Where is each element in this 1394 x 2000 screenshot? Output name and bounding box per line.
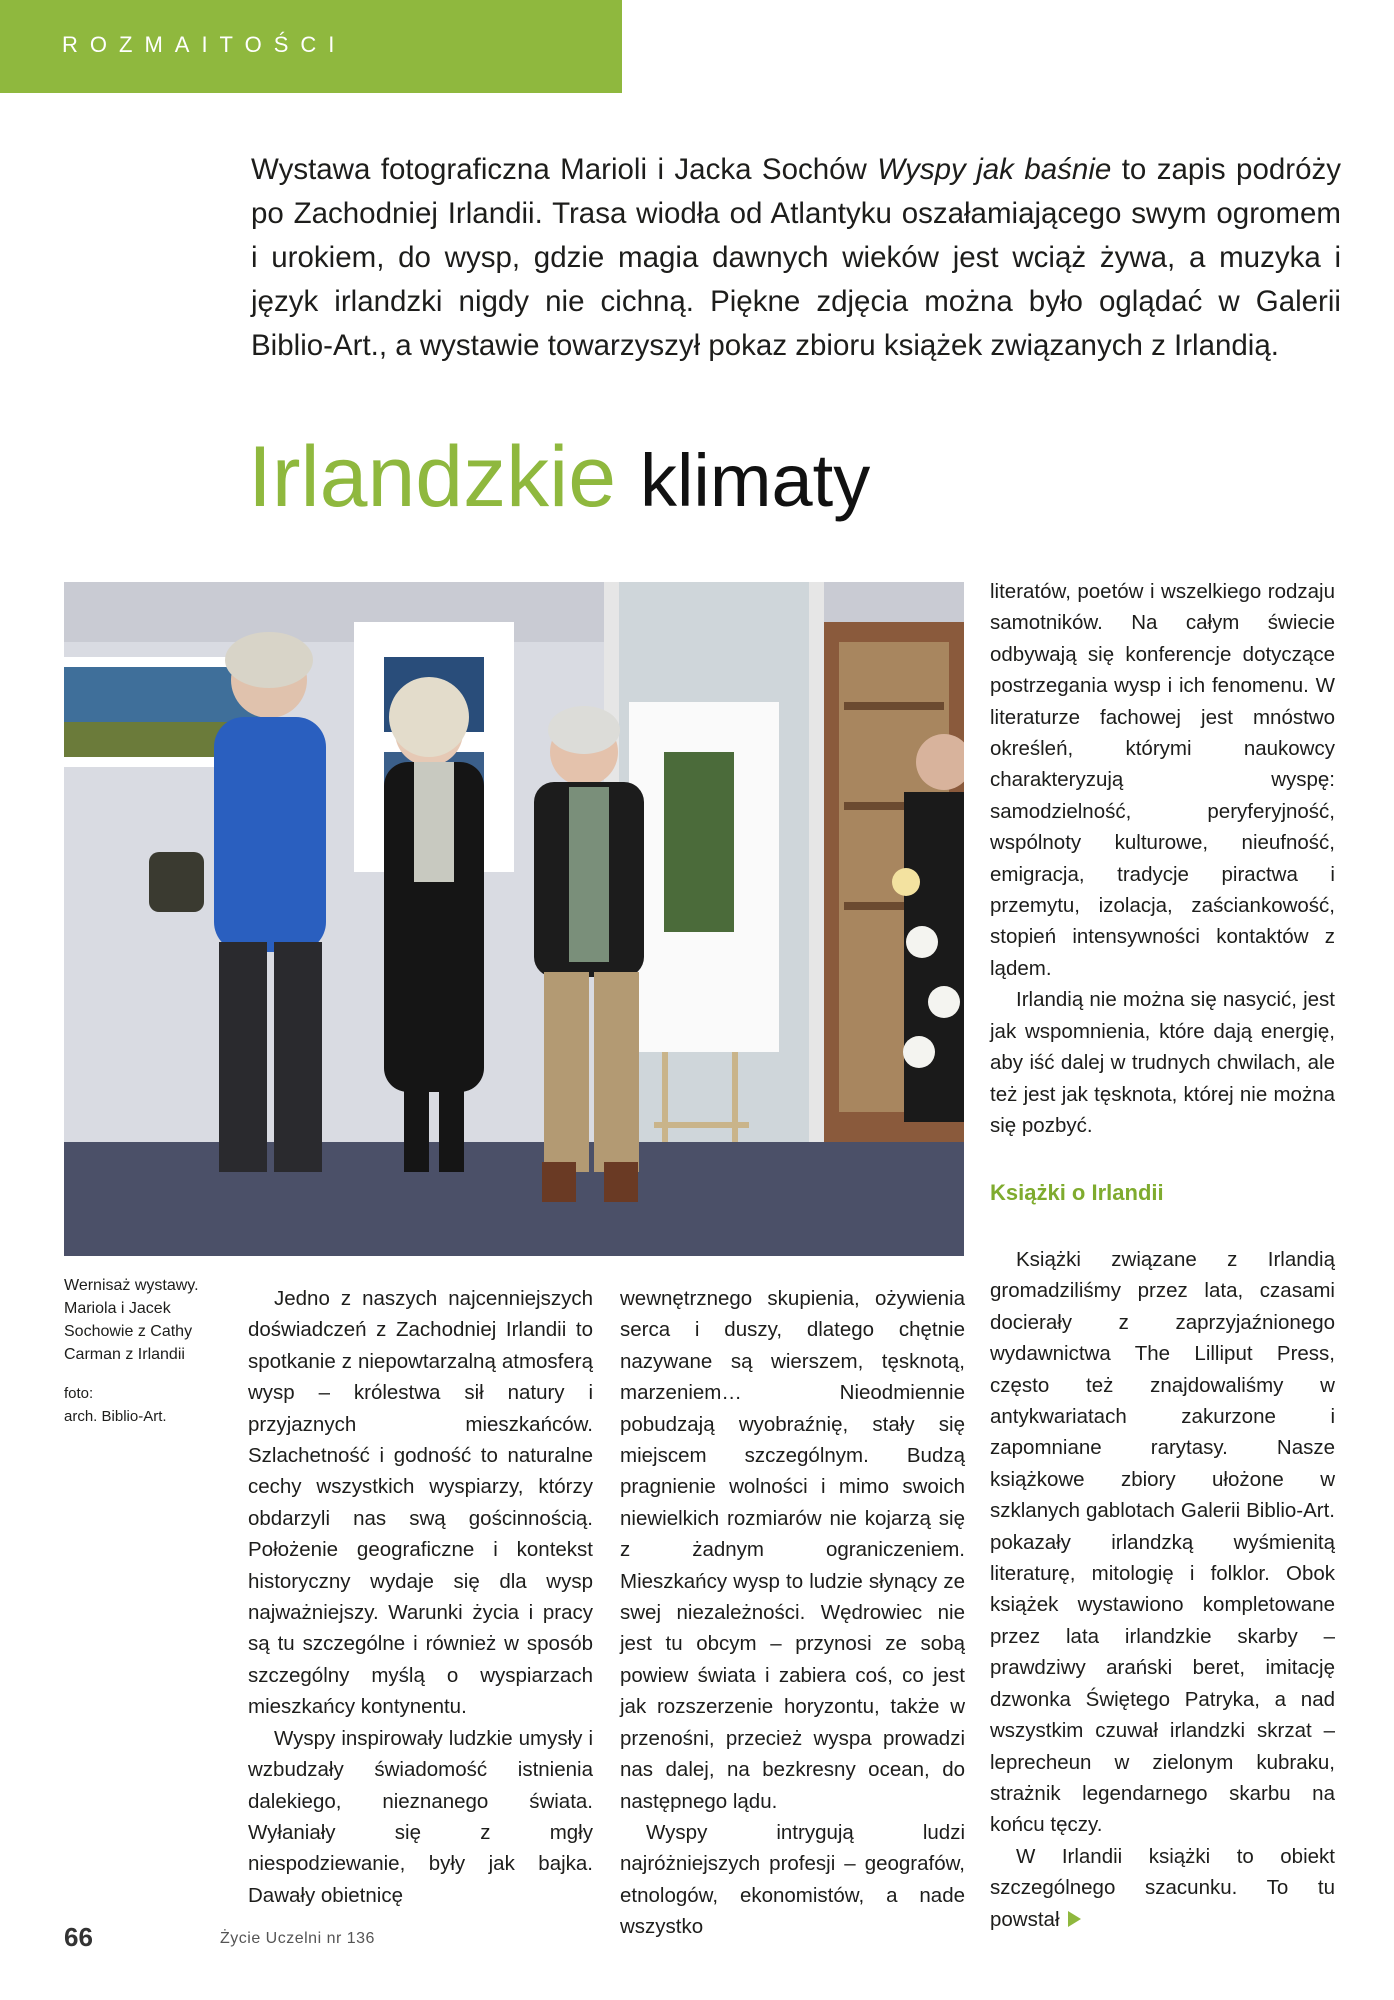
lead-paragraph <box>251 148 1341 368</box>
section-label: ROZMAITOŚCI <box>62 32 347 57</box>
paragraph: Jedno z naszych najcenniejszych doświadczeń z Zachodniej Irlandii to spotkanie z niepowtarzalną atmosferą wysp – królestwa sił natury i przyjaznych mieszkańców. Szlachetność i godność to naturalne cechy wszystkich wyspiarzy, którzy obdarzyli nas swą gościnnością. Położenie geograficzne i kontekst historyczny wydaje się dla wysp najważniejszy. Warunki życia i pracy są tu szczególne i również w sposób szczególny myślą o wyspiarzach mieszkańcy kontynentu. <box>248 1287 593 1719</box>
article-headline <box>248 422 870 536</box>
exhibition-photo <box>64 582 964 1256</box>
caption-text: Wernisaż wystawy. Mariola i Jacek Sochowie z Cathy Carman z Irlandii <box>64 1277 199 1363</box>
paragraph: literatów, poetów i wszelkiego rodzaju samotników. Na całym świecie odbywają się konferencje dotyczące postrzegania wysp i ich fenomenu. W literaturze fachowej jest mnóstwo określeń, którymi naukowcy charakteryzują wyspę: samodzielność, peryferyjność, wspólnoty kulturowe, nieufność, emigracja, tradycje piractwa i przemytu, izolacja, zaściankowość, stopień intensywności kontaktów z lądem. <box>990 580 1335 980</box>
paragraph: wewnętrznego skupienia, ożywienia serca i duszy, dlatego chętnie nazywane są wierszem, tęsknotą, marzeniem… Nieodmiennie pobudzają wyobraźnię, stały się miejscem szczególnym. Budzą pragnienie wolności i mimo swoich niewielkich rozmiarów nie kojarzą się z żadnym ograniczeniem. Mieszkańcy wysp to ludzie słynący ze swej niezależności. Wędrowiec nie jest tu obcym – przynosi ze sobą powiew świata i zabiera coś, co jest jak rozszerzenie horyzontu, także w przenośni, przecież wyspa prowadzi nas dalej, na bezkresny ocean, do następnego lądu. <box>620 1287 965 1813</box>
headline-word-1: Irlandzkie <box>248 429 617 525</box>
lead-text-before: Wystawa fotograficzna Marioli i Jacka Sochów <box>251 153 878 186</box>
paragraph: Irlandią nie można się nasycić, jest jak wspomnienia, które dają energię, aby iść dalej w trudnych chwilach, ale też jest jak tęsknota, której nie można się pozbyć. <box>990 988 1335 1137</box>
exhibition-title: Wyspy jak baśnie <box>877 153 1112 186</box>
continue-arrow-icon <box>1068 1911 1081 1927</box>
article-column-3-continued <box>990 1244 1335 1935</box>
section-header <box>0 0 622 93</box>
paragraph: Wyspy inspirowały ludzkie umysły i wzbudzały świadomość istnienia dalekiego, nieznanego świata. Wyłaniały się z mgły niespodziewanie, były jak bajka. Dawały obietnicę <box>248 1726 593 1907</box>
lead-text-after: to zapis podróży po Zachodniej Irlandii. Trasa wiodła od Atlantyku oszałamiającego swym ogromem i urokiem, do wysp, gdzie magia dawnych wieków jest wciąż żywa, a muzyka i język irlandzki nigdy nie cichną. Piękne zdjęcia można było oglądać w Galerii Biblio-Art., a wystawie towarzyszył pokaz zbioru książek związanych z Irlandią. <box>251 153 1341 362</box>
credit-value: arch. Biblio-Art. <box>64 1408 167 1425</box>
photo-caption <box>64 1274 224 1428</box>
credit-label: foto: <box>64 1385 94 1402</box>
paragraph <box>990 1841 1335 1935</box>
headline-word-2: klimaty <box>639 439 871 522</box>
photo-credit <box>64 1382 224 1428</box>
article-column-2 <box>620 1283 965 1943</box>
paragraph: Książki związane z Irlandią gromadziliśmy przez lata, czasami docierały z zaprzyjaźnionego wydawnictwa The Lilliput Press, często też znajdowaliśmy w antykwariatach zakurzone i zapomniane rarytasy. Nasze książkowe zbiory ułożone w szklanych gablotach Galerii Biblio-Art. pokazały irlandzką wyśmienitą literaturę, mitologię i folklor. Obok książek wystawiono kompletowane przez lata irlandzkie skarby – prawdziwy arański beret, imitację dzwonka Świętego Patryka, a nad wszystkim czuwał irlandzki skrzat – leprecheun w zielonym kubraku, strażnik legendarnego skarbu na końcu tęczy. <box>990 1248 1335 1837</box>
article-column-3 <box>990 576 1335 1141</box>
publication-name: Życie Uczelni nr 136 <box>220 1930 375 1947</box>
article-column-1 <box>248 1283 593 1911</box>
page-number: 66 <box>64 1922 93 1952</box>
paragraph-text: W Irlandii książki to obiekt szczególnego szacunku. To tu powstał <box>990 1844 1335 1931</box>
paragraph: Wyspy intrygują ludzi najróżniejszych profesji – geografów, etnologów, ekonomistów, a nade wszystko <box>620 1820 965 1939</box>
section-subheading: Książki o Irlandii <box>990 1180 1164 1205</box>
